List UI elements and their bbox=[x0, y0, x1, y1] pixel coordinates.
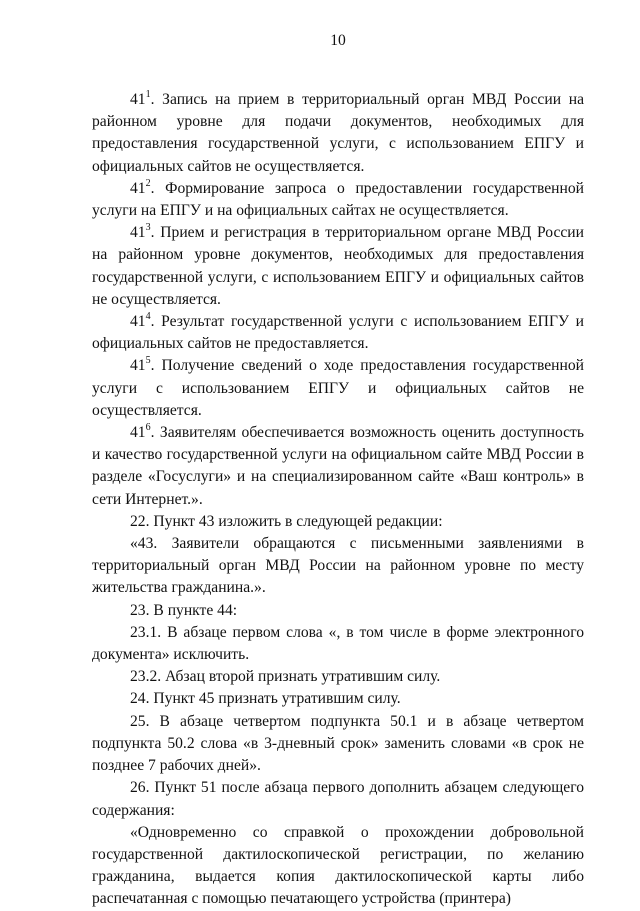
item-superscript: 3 bbox=[145, 222, 151, 234]
paragraph-23 bbox=[92, 600, 584, 622]
paragraph-26 bbox=[92, 777, 584, 821]
paragraph-43-quote bbox=[92, 533, 584, 600]
paragraph-23-2 bbox=[92, 666, 584, 688]
paragraph-25 bbox=[92, 711, 584, 778]
paragraph-text: . Заявителям обеспечивается возможность оценить доступность и качество государственной услуги на официальном сайте МВД России в разделе «Госуслуги» и на специализированном сайте «Ваш контроль» в сети Интернет.». bbox=[92, 424, 584, 508]
page-number: 10 bbox=[330, 32, 346, 49]
paragraph-41-4 bbox=[92, 311, 584, 355]
paragraph-22 bbox=[92, 511, 584, 533]
paragraph-text: «43. Заявители обращаются с письменными заявлениями в территориальный орган МВД России на районном уровне по месту жительства гражданина.». bbox=[92, 535, 584, 597]
paragraph-41-1 bbox=[92, 89, 584, 178]
paragraph-text: 22. Пункт 43 изложить в следующей редакции: bbox=[130, 512, 443, 530]
paragraph-41-3 bbox=[92, 222, 584, 311]
item-superscript: 1 bbox=[145, 88, 151, 100]
paragraph-text: . Прием и регистрация в территориальном органе МВД России на районном уровне документов, необходимых для предоставления государственной услуги, с использованием ЕПГУ и официальных сайтов не осуществляется. bbox=[92, 224, 584, 308]
item-number: 41 bbox=[130, 424, 146, 442]
item-superscript: 6 bbox=[145, 421, 151, 433]
item-superscript: 2 bbox=[145, 177, 151, 189]
item-number: 41 bbox=[130, 357, 146, 375]
paragraph-24 bbox=[92, 688, 584, 710]
paragraph-text: 26. Пункт 51 после абзаца первого дополнить абзацем следующего содержания: bbox=[92, 779, 584, 819]
item-superscript: 5 bbox=[145, 355, 151, 367]
paragraph-text: 24. Пункт 45 признать утратившим силу. bbox=[130, 690, 401, 708]
paragraph-41-2 bbox=[92, 178, 584, 222]
paragraph-text: 23. В пункте 44: bbox=[130, 601, 238, 619]
paragraph-text: 23.1. В абзаце первом слова «, в том числе в форме электронного документа» исключить. bbox=[92, 623, 584, 664]
paragraph-text: . Получение сведений о ходе предоставления государственной услуги с использованием ЕПГУ и официальных сайтов не осуществляется. bbox=[92, 357, 584, 419]
item-number: 41 bbox=[130, 179, 146, 197]
item-number: 41 bbox=[130, 224, 146, 242]
paragraph-text: 25. В абзаце четвертом подпункта 50.1 и в абзаце четвертом подпункта 50.2 слова «в 3-дневный срок» заменить словами «в срок не позднее 7 рабочих дней». bbox=[92, 712, 584, 775]
paragraph-text: 23.2. Абзац второй признать утратившим силу. bbox=[130, 668, 441, 686]
item-number: 41 bbox=[130, 91, 146, 108]
paragraph-41-6 bbox=[92, 422, 584, 511]
item-superscript: 4 bbox=[145, 310, 151, 322]
paragraph-text: . Формирование запроса о предоставлении государственной услуги на ЕПГУ и на официальных сайтах не осуществляется. bbox=[92, 179, 584, 220]
paragraph-41-5 bbox=[92, 355, 584, 422]
paragraph-text: . Запись на прием в территориальный орган МВД России на районном уровне для подачи документов, необходимых для предоставления государственной услуги, с использованием ЕПГУ и официальных сайтов не осуществляется. bbox=[92, 91, 584, 175]
paragraph-text: . Результат государственной услуги с использованием ЕПГУ и официальных сайтов не предоставляется. bbox=[92, 313, 584, 353]
paragraph-text: «Одновременно со справкой о прохождении добровольной государственной дактилоскопической регистрации, по желанию гражданина, выдается копия дактилоскопической карты либо распечатанная с помощью печатающего устройства (принтера) bbox=[92, 823, 584, 908]
paragraph-26-quote bbox=[92, 822, 584, 911]
paragraph-23-1 bbox=[92, 622, 584, 666]
item-number: 41 bbox=[130, 313, 146, 331]
